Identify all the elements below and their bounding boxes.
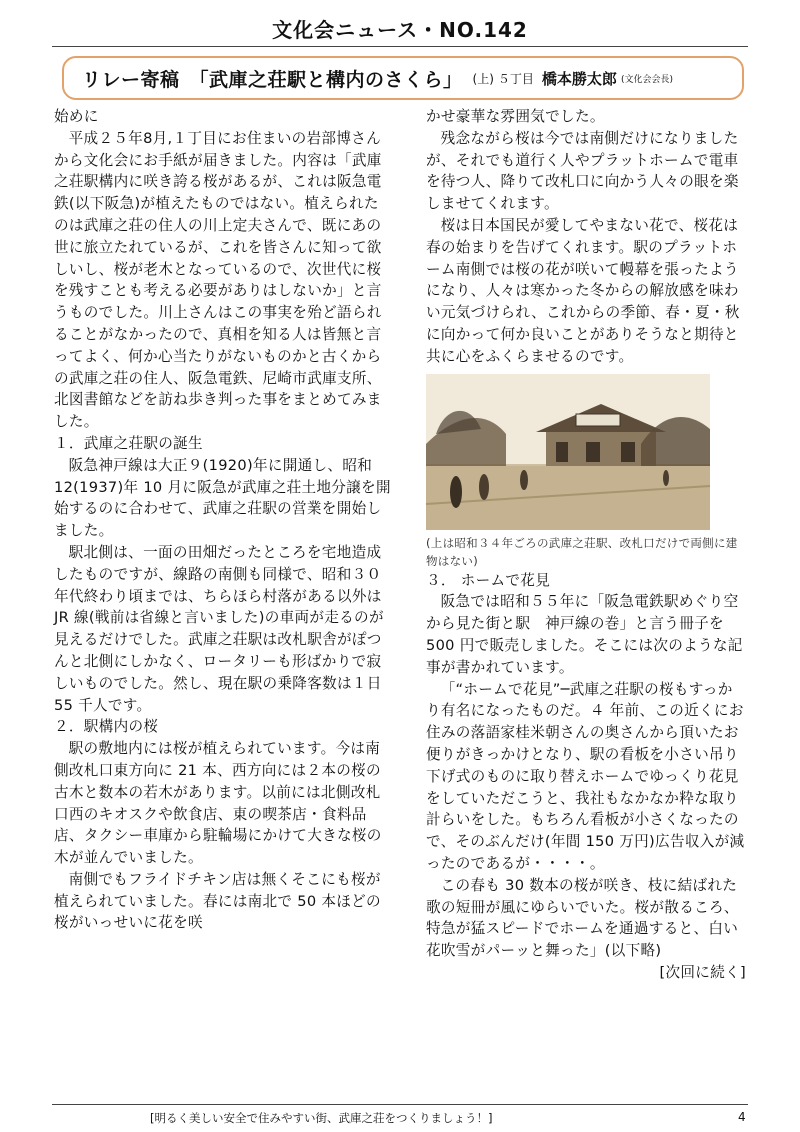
section-1-paragraph-1: 阪急神戸線は大正９(1920)年に開通し、昭和 12(1937)年 10 月に阪急が武庫之荘土地分譲を開始するのに合わせて、武庫之荘駅の営業を開始しました。 <box>54 456 391 540</box>
section-3-heading: ３． ホームで花見 <box>426 571 551 589</box>
right-column <box>426 106 746 984</box>
author-name: 橋本勝太郎 <box>541 69 617 88</box>
photo-caption: (上は昭和３４年ごろの武庫之荘駅、改札口だけで両側に建物はない) <box>426 535 738 568</box>
section-2-heading: ２．駅構内の桜 <box>54 718 159 736</box>
section-1-paragraph-2: 駅北側は、一面の田畑だったところを宅地造成したものですが、線路の南側も同様で、昭和３０年代終わり頃までは、ちらほら村落がある以外は JR 線(戦前は省線と言いました)の車両が走るのが見えるだけでした。武庫之荘駅は改札駅舎がぽつんと北側にしかなく、ロータリーも形ばかりで寂しいものでした。然し、現在駅の乗降客数は１日 55 千人です。 <box>54 543 384 714</box>
left-column <box>54 106 392 934</box>
section-3-paragraph-2: 「“ホームで花見”─武庫之荘駅の桜もすっかり有名になったものだ。４ 年前、この近くにお住みの落語家桂米朝さんの奥さんから頂いたお便りがきっかけとなり、駅の看板を小さい吊り下げ式のものに取り替えホームでゆっくり花見をしていただこうと、我社もなかなか粋な取り計らいをした。もちろん看板が小さくなったので、そのぶんだけ(年間 150 万円)広告収入が減ったのであるが・・・・。 <box>426 680 745 872</box>
footer-slogan: [明るく美しい安全で住みやすい街、武庫之荘をつくりましょう！] <box>150 1111 493 1125</box>
author-area: ５丁目 <box>497 71 534 86</box>
article-part: (上) <box>472 71 494 86</box>
section-2-paragraph-2: 南側でもフライドチキン店は無くそこにも桜が植えられていました。春には南北で 50 本ほどの桜がいっせいに花を咲 <box>54 870 381 932</box>
author-role: (文化会会長) <box>620 74 673 85</box>
header-divider <box>52 46 748 47</box>
continued-paragraph: かせ豪華な雰囲気でした。 <box>426 108 605 125</box>
article-title: 「武庫之荘駅と構内のさくら」 <box>189 68 463 91</box>
station-photo-drawing <box>426 374 710 530</box>
right-paragraph-3: 桜は日本国民が愛してやまない花で、桜花は春の始まりを告げてくれます。駅のプラットホーム南側では桜の花が咲いて幔幕を張ったようになり、人々は寒かった冬からの解放感を味わい元気づけられ、これからの季節、春・夏・秋に向かって何か良いことがありそうなと期待と共に心をふくらませるのです。 <box>426 216 740 365</box>
right-paragraph-2: 残念ながら桜は今では南側だけになりましたが、それでも道行く人やプラットホームで電車を待つ人、降りて改札口に向かう人々の眼を楽しませてくれます。 <box>426 129 739 213</box>
section-2-paragraph-1: 駅の敷地内には桜が植えられています。今は南側改札口東方向に 21 本、西方向には２本の桜の古木と数本の若木があります。以前には北側改札口西のキオスクや飲食店、東の喫茶店・食料品店、タクシー車庫から駐輪場にかけて大きな桜の木が並んでいました。 <box>54 740 382 867</box>
intro-paragraph: 平成２５年8月,１丁目にお住まいの岩部博さんから文化会にお手紙が届きました。内容は「武庫之荘駅構内に咲き誇る桜があるが、これは阪急電鉄(以下阪急)が植えたものではない。植えられたのは武庫之荘の住人の川上定夫さんで、既にあの世に旅立たれているが、これを皆さんに知って欲しいし、桜が老木となっているので、次世代に桜を残すことも考える必要がありはしないか」と言うものでした。川上さんはこの事実を殆ど語られることがなかったので、真相を知る人は皆無と言ってよく、何か心当たりがないものかと古くからの武庫之荘の住人、阪急電鉄、尼崎市武庫支所、北図書館などを訪ね歩き判った事をまとめてみました。 <box>54 129 382 431</box>
continued-note: [次回に続く] <box>659 963 746 981</box>
article-label: リレー寄稿 <box>82 68 180 91</box>
footer-divider <box>52 1104 748 1105</box>
station-photo <box>426 374 710 530</box>
section-3-quote-end: この春も 30 数本の桜が咲き、枝に結ばれた歌の短冊が風にゆらいでいた。桜が散るころ、特急が猛スピードでホームを通過すると、白い花吹雪がパーッと舞った」(以下略) <box>426 876 739 960</box>
section-3-paragraph-1: 阪急では昭和５５年に「阪急電鉄駅めぐり空から見た街と駅 神戸線の巻」と言う冊子を 500 円で販売しました。そこには次のような記事が書かれています。 <box>426 593 743 676</box>
page-number: 4 <box>738 1110 746 1124</box>
section-3-paragraph-3 <box>426 875 746 981</box>
newsletter-title: 文化会ニュース・NO.142 <box>272 18 528 42</box>
intro-heading: 始めに <box>54 108 99 125</box>
article-title-box <box>62 56 744 100</box>
section-1-heading: １．武庫之荘駅の誕生 <box>54 434 203 452</box>
